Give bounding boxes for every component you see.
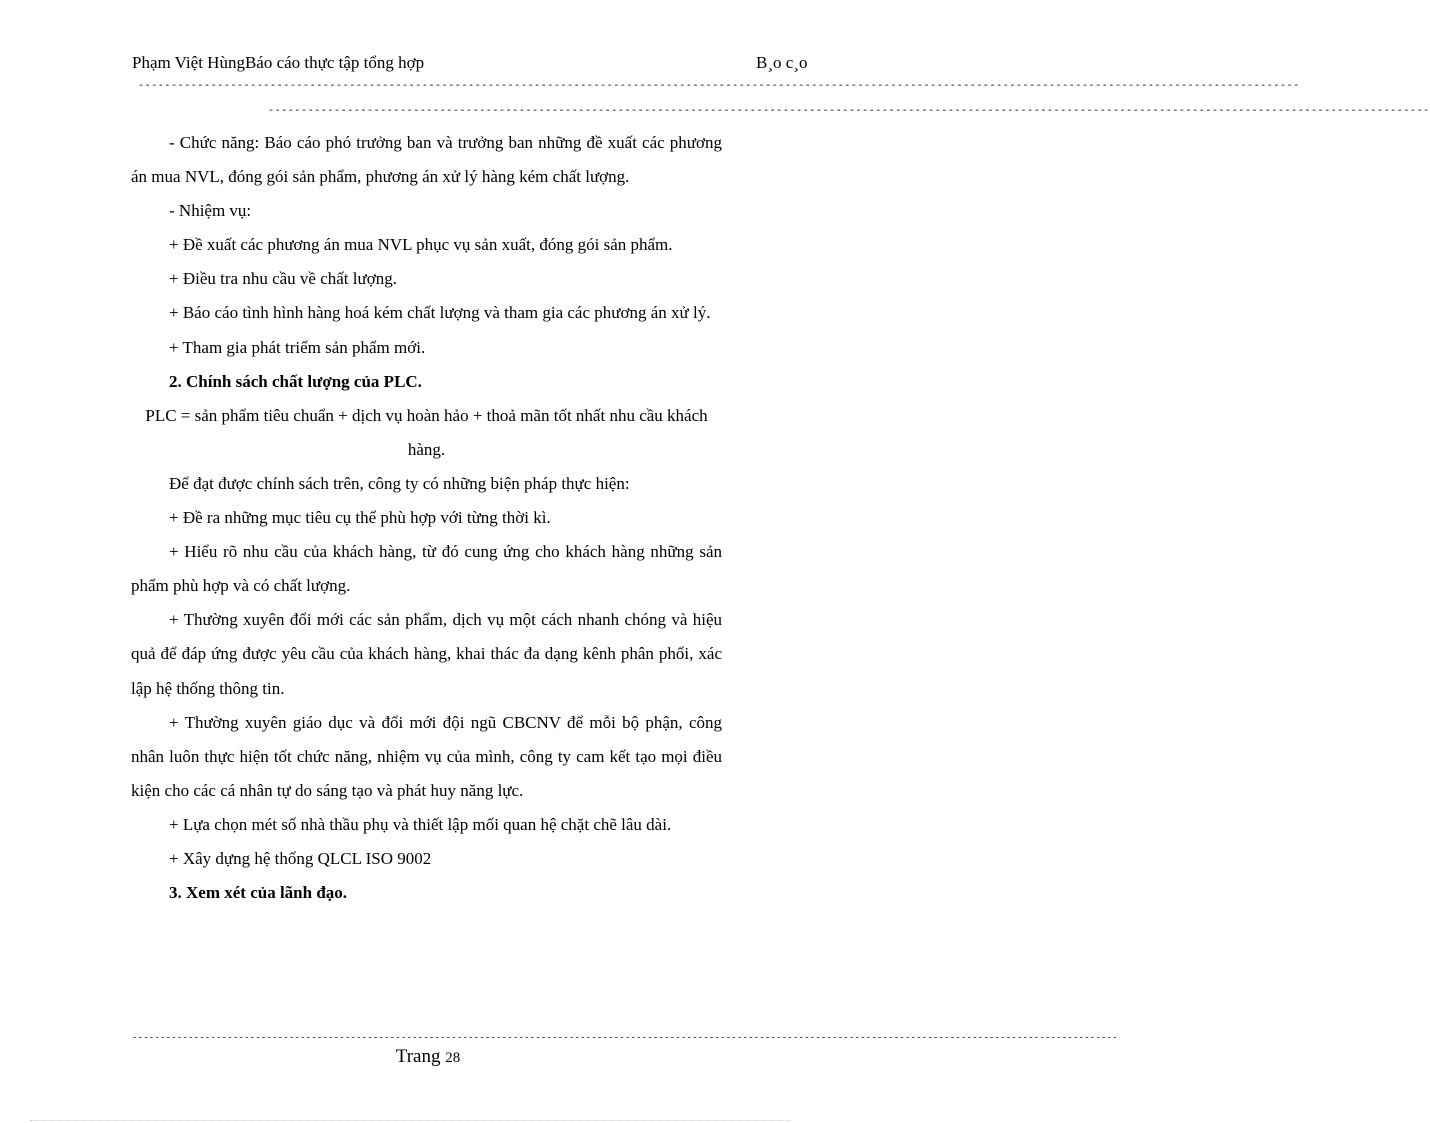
paragraph-function: - Chức năng: Báo cáo phó trưởng ban và trưởng ban những đề xuất các phương án mua NVL, đóng gói sản phẩm, phương án xử lý hàng kém chất lượng. <box>131 133 722 187</box>
page-body <box>131 126 722 910</box>
paragraph-duty-1: + Đề xuất các phương án mua NVL phục vụ sản xuất, đóng gói sản phẩm. <box>169 235 673 255</box>
paragraph-duty-3: + Báo cáo tình hình hàng hoá kém chất lượng và tham gia các phương án xử lý. <box>169 303 711 323</box>
running-header-right: B¸o c¸o <box>756 53 808 72</box>
section-heading-leadership-review: 3. Xem xét của lãnh đạo. <box>169 883 348 903</box>
footer-page-label: Trang <box>395 1046 441 1067</box>
paragraph-measure-3: + Thường xuyên đổi mới các sản phẩm, dịch vụ một cách nhanh chóng và hiệu quả để đáp ứng được yêu cầu của khách hàng, khai thác đa dạng kênh phân phối, xác lập hệ thống thông tin. <box>131 610 722 698</box>
footer-page-number: 28 <box>445 1050 461 1066</box>
header-separator-line-short: -------------------------------------------------------------------------------------------------------------------------------------------------------------------------------- <box>268 106 1430 117</box>
running-header-title: Phạm Việt HùngBáo cáo thực tập tổng hợp <box>132 53 425 72</box>
header-separator-line: -------------------------------------------------------------------------------------------------------------------------------------------------------------------------------- <box>138 81 1300 92</box>
paragraph-measure-6: + Xây dựng hệ thống QLCL ISO 9002 <box>169 848 432 868</box>
paragraph-measure-4: + Thường xuyên giáo dục và đổi mới đội ngũ CBCNV để mỗi bộ phận, công nhân luôn thực hiện tốt chức năng, nhiệm vụ của mình, công ty cam kết tạo mọi điều kiện cho các cá nhân tự do sáng tạo và phát huy năng lực. <box>131 712 722 800</box>
footer-separator-line: -------------------------------------------------------------------------------------------------------------------------------------------------------------------------------- <box>132 1033 1118 1043</box>
page-bottom-border <box>30 1120 790 1121</box>
paragraph-measure-1: + Đề ra những mục tiêu cụ thể phù hợp với từng thời kì. <box>169 508 551 528</box>
paragraph-duty-2: + Điều tra nhu cầu về chất lượng. <box>169 269 397 289</box>
paragraph-duties-heading: - Nhiệm vụ: <box>169 201 252 221</box>
section-heading-quality-policy: 2. Chính sách chất lượng của PLC. <box>169 371 422 391</box>
paragraph-measure-5: + Lựa chọn mét số nhà thầu phụ và thiết lập mối quan hệ chặt chẽ lâu dài. <box>169 814 672 834</box>
page-footer <box>0 1046 856 1068</box>
paragraph-measures-intro: Để đạt được chính sách trên, công ty có những biện pháp thực hiện: <box>169 473 630 493</box>
paragraph-measure-2: + Hiểu rõ nhu cầu của khách hàng, từ đó cung ứng cho khách hàng những sản phẩm phù hợp và có chất lượng. <box>131 542 722 596</box>
quality-policy-formula: PLC = sản phẩm tiêu chuẩn + dịch vụ hoàn hảo + thoả mãn tốt nhất nhu cầu khách hàng. <box>145 405 708 459</box>
paragraph-duty-4: + Tham gia phát triểm sản phẩm mới. <box>169 337 426 357</box>
